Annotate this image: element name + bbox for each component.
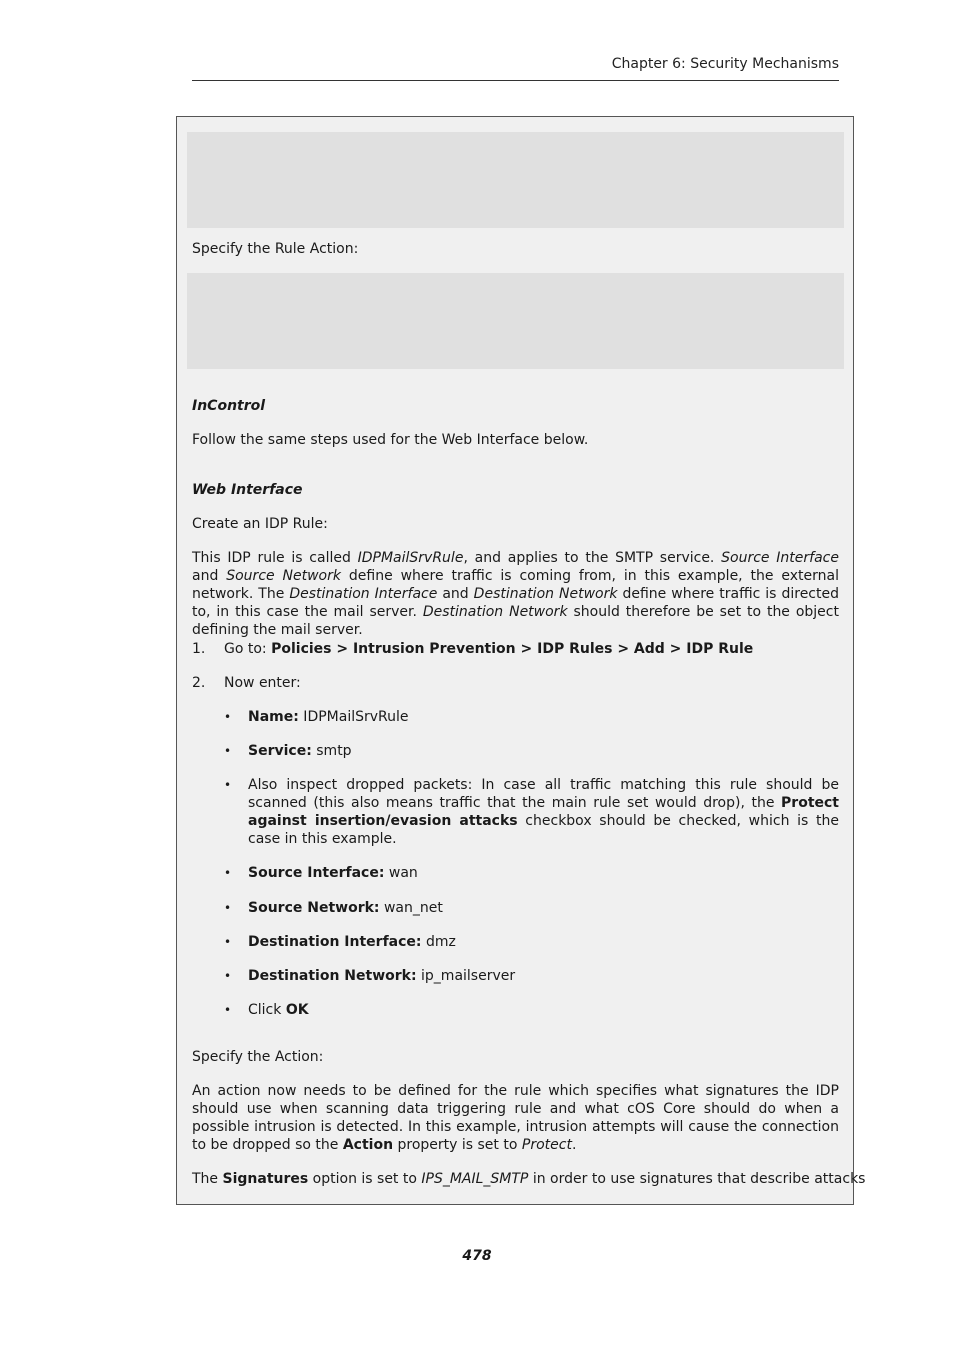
screenshot-placeholder-1 [187,132,844,228]
list-item-destination-interface: Destination Interface: dmz [248,934,456,950]
list-item-destination-network: Destination Network: ip_mailserver [248,968,516,984]
step-number-2: 2. [192,675,206,691]
intro-paragraph: This IDP rule is called IDPMailSrvRule, and applies to the SMTP service. Source Interface and Source Network define where traffic is coming from, in this example, the external network. The Destination Interface and Destination Network define where traffic is directed to, in this case the mail server. Destination Network should therefore be set to the object defining the mail server. [192,550,839,638]
header-divider [192,80,839,81]
bullet-marker: • [224,710,232,724]
bullet-marker: • [224,866,232,880]
screenshot-placeholder-2 [187,273,844,369]
incontrol-heading: InControl [192,398,266,414]
step-1-text: Go to: Policies > Intrusion Prevention > IDP Rules > Add > IDP Rule [224,641,754,657]
list-item-inspect-dropped: Also inspect dropped packets: In case all traffic matching this rule should be scanned (this also means traffic that the main rule set would drop), the Protect against insertion/evasion attacks checkbox should be checked, which is the case in this example. [248,777,839,847]
bullet-marker: • [224,778,232,792]
bullet-marker: • [224,1003,232,1017]
step-number-1: 1. [192,641,206,657]
list-item-source-network: Source Network: wan_net [248,900,443,916]
list-item-service: Service: smtp [248,743,352,759]
bullet-marker: • [224,935,232,949]
example-box [176,116,866,1205]
list-item-click-ok: Click OK [248,1002,309,1018]
list-item-source-interface: Source Interface: wan [248,865,418,881]
step-2-text: Now enter: [224,675,301,691]
action-paragraph: An action now needs to be defined for the rule which specifies what signatures the IDP should use when scanning data triggering rule and what cOS Core should do when a possible intrusion is detected. In this example, intrusion attempts will cause the connection to be dropped so the Action property is set to Protect. [192,1083,839,1153]
bullet-marker: • [224,901,232,915]
bullet-marker: • [224,744,232,758]
specify-rule-action-text: Specify the Rule Action: [192,241,359,257]
create-rule-text: Create an IDP Rule: [192,516,328,532]
specify-action-text: Specify the Action: [192,1049,324,1065]
incontrol-text: Follow the same steps used for the Web Interface below. [192,432,589,448]
web-interface-heading: Web Interface [192,482,303,498]
menu-path: Policies > Intrusion Prevention > IDP Rules > Add > IDP Rule [271,641,754,657]
signatures-paragraph: The Signatures option is set to IPS_MAIL_SMTP in order to use signatures that describe attacks [192,1171,866,1187]
page-number: 478 [462,1248,492,1264]
bullet-marker: • [224,969,232,983]
chapter-title: Chapter 6: Security Mechanisms [611,56,839,72]
list-item-name: Name: IDPMailSrvRule [248,709,409,725]
